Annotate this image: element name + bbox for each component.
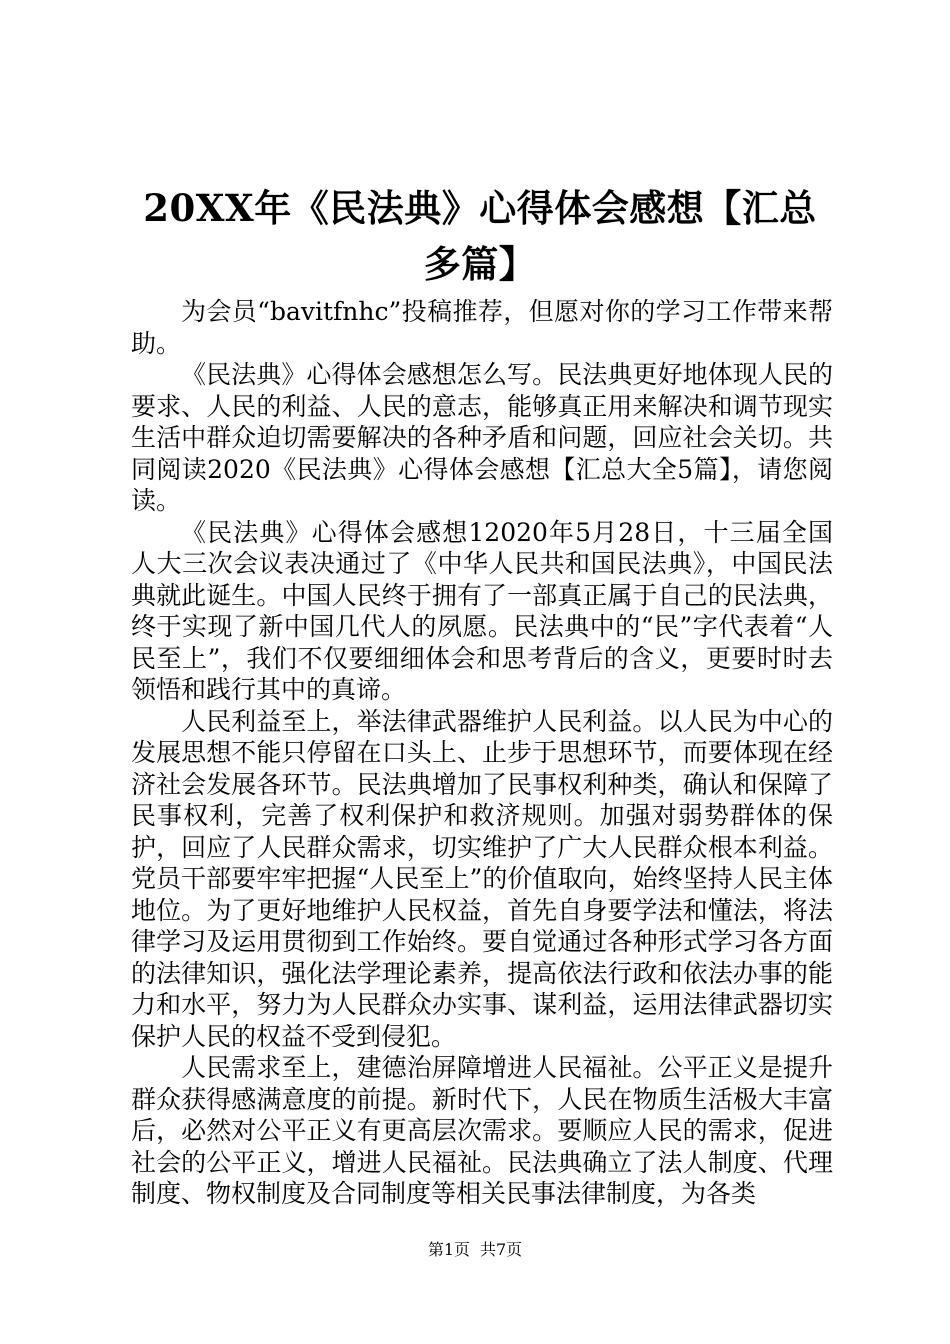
document-body	[131, 296, 833, 1210]
paragraph-intro: 为会员“bavitfnhc”投稿推荐，但愿对你的学习工作带来帮助。	[131, 297, 833, 358]
paragraph-summary: 《民法典》心得体会感想怎么写。民法典更好地体现人民的要求、人民的利益、人民的意志，能够真正用来解决和调节现实生活中群众迫切需要解决的各种矛盾和问题，回应社会关切。共同阅读2020《民法典》心得体会感想【汇总大全5篇】，请您阅读。	[131, 360, 833, 515]
paragraph-interest: 人民利益至上，举法律武器维护人民利益。以人民为中心的发展思想不能只停留在口头上、止步于思想环节，而要体现在经济社会发展各环节。民法典增加了民事权利种类，确认和保障了民事权利，完善了权利保护和救济规则。加强对弱势群体的保护，回应了人民群众需求，切实维护了广大人民群众根本利益。党员干部要牢牢把握“人民至上”的价值取向，始终坚持人民主体地位。为了更好地维护人民权益，首先自身要学法和懂法，将法律学习及运用贯彻到工作始终。要自觉通过各种形式学习各方面的法律知识，强化法学理论素养，提高依法行政和依法办事的能力和水平，努力为人民群众办实事、谋利益，运用法律武器切实保护人民的权益不受到侵犯。	[131, 706, 833, 1051]
page-total: 共7页	[480, 1240, 523, 1259]
page-number: 第1页	[427, 1240, 470, 1259]
paragraph-needs: 人民需求至上，建德治屏障增进人民福祉。公平正义是提升群众获得感满意度的前提。新时代下，人民在物质生活极大丰富后，必然对公平正义有更高层次需求。要顺应人民的需求，促进社会的公平正义，增进人民福祉。民法典确立了法人制度、代理制度、物权制度及合同制度等相关民事法律制度，为各类	[131, 1053, 833, 1208]
document-title: 20XX年《民法典》心得体会感想【汇总多篇】	[143, 186, 817, 286]
paragraph-essay-1: 《民法典》心得体会感想12020年5月28日，十三届全国人大三次会议表决通过了《中华人民共和国民法典》，中国民法典就此诞生。中国人民终于拥有了一部真正属于自己的民法典，终于实现了新中国几代人的夙愿。民法典中的“民”字代表着“人民至上”，我们不仅要细细体会和思考背后的含义，更要时时去领悟和践行其中的真谛。	[131, 517, 833, 704]
page-footer	[0, 1240, 950, 1260]
